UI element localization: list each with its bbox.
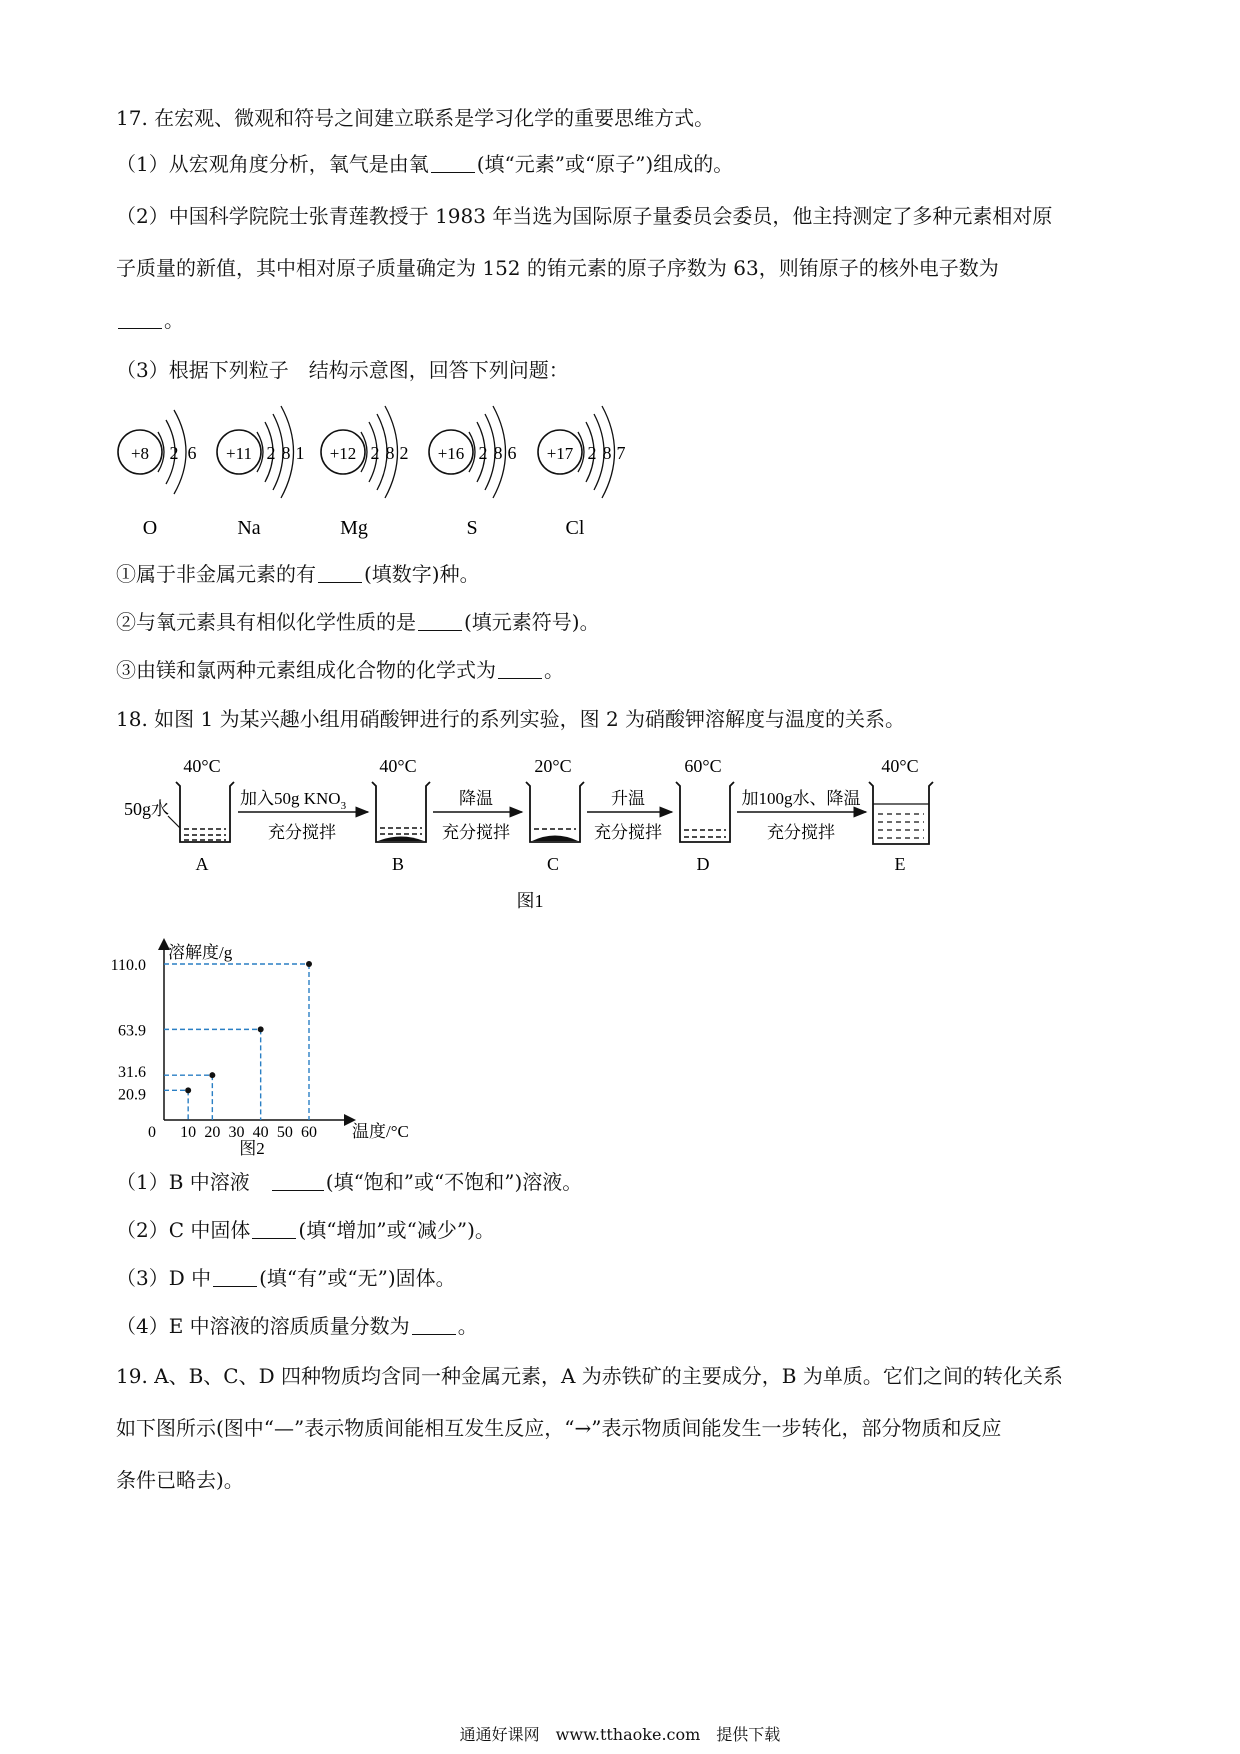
temp-c: 20°C xyxy=(534,756,572,776)
q18-part2-text: （2）C 中固体 xyxy=(116,1218,251,1242)
q17-sub3-text: ③由镁和氯两种元素组成化合物的化学式为 xyxy=(116,658,496,682)
shell-na-1: 2 xyxy=(266,443,276,463)
arrow-4 xyxy=(737,789,866,842)
beaker-d xyxy=(676,782,734,874)
arrow4-top: 加100g水、降温 xyxy=(741,789,861,808)
shell-na-2: 8 xyxy=(281,443,291,463)
q18-title: 18. 如图 1 为某兴趣小组用硝酸钾进行的系列实验，图 2 为硝酸钾溶解度与温度的关系。 xyxy=(116,707,906,731)
q17-sub1-hint: (填数字)种。 xyxy=(364,562,480,586)
figure1-caption: 图1 xyxy=(516,891,544,911)
beaker-label-a: A xyxy=(195,854,209,874)
answer-blank[interactable] xyxy=(252,1218,296,1239)
start-label: 50g水 xyxy=(124,799,169,819)
data-point xyxy=(306,961,312,967)
q17-sub3 xyxy=(116,656,564,684)
symbol-cl: Cl xyxy=(565,517,585,539)
x-tick-label: 20 xyxy=(204,1124,221,1141)
beaker-e xyxy=(869,782,933,874)
shell-o-2: 6 xyxy=(187,443,197,463)
data-point xyxy=(258,1026,264,1032)
q18-part3 xyxy=(116,1264,456,1292)
nucleus-s: +16 xyxy=(437,444,465,463)
q17-part2-line3 xyxy=(116,306,184,334)
shell-o-1: 2 xyxy=(169,443,179,463)
q18-part3-hint: (填“有”或“无”)固体。 xyxy=(259,1266,456,1290)
nucleus-mg: +12 xyxy=(329,444,357,463)
data-point xyxy=(209,1072,215,1078)
atom-na xyxy=(217,406,305,539)
x-tick-label: 0 xyxy=(148,1124,156,1141)
nucleus-o: +8 xyxy=(130,444,150,463)
x-axis-label: 温度/°C xyxy=(352,1122,409,1141)
q18-part3-text: （3）D 中 xyxy=(116,1266,212,1290)
shell-cl-3: 7 xyxy=(616,443,626,463)
symbol-na: Na xyxy=(237,517,261,539)
y-tick-label: 110.0 xyxy=(110,957,146,974)
answer-blank[interactable] xyxy=(318,562,362,583)
figure2-solubility-chart xyxy=(110,938,430,1158)
x-tick-label: 50 xyxy=(276,1124,293,1141)
q17-part2-line1: （2）中国科学院院士张青莲教授于 1983 年当选为国际原子量委员会委员，他主持测定了多种元素相对原 xyxy=(116,204,1053,228)
y-tick-label: 63.9 xyxy=(118,1022,146,1040)
data-point-guides xyxy=(164,961,312,1120)
data-point xyxy=(185,1087,191,1093)
beaker-label-b: B xyxy=(391,854,405,874)
q19-line2: 如下图所示(图中“—”表示物质间能相互发生反应，“→”表示物质间能发生一步转化，部分物质和反应 xyxy=(116,1416,1002,1440)
temp-a: 40°C xyxy=(183,756,221,776)
beaker-label-e: E xyxy=(894,854,906,874)
answer-blank[interactable] xyxy=(498,658,542,679)
arrow4-bottom: 充分搅拌 xyxy=(767,823,835,842)
q18-part1-hint: (填“饱和”或“不饱和”)溶液。 xyxy=(325,1170,583,1194)
answer-blank[interactable] xyxy=(431,152,475,173)
symbol-mg: Mg xyxy=(340,517,368,539)
q17-sub1-text: ①属于非金属元素的有 xyxy=(116,562,316,586)
shell-na-3: 1 xyxy=(295,443,305,463)
q17-sub1 xyxy=(116,560,480,588)
shell-mg-2: 8 xyxy=(385,443,395,463)
answer-blank[interactable] xyxy=(272,1170,324,1191)
arrow-3 xyxy=(587,789,672,842)
answer-blank[interactable] xyxy=(412,1314,456,1335)
answer-blank[interactable] xyxy=(118,308,162,329)
arrow3-top: 升温 xyxy=(611,789,645,808)
symbol-s: S xyxy=(466,517,478,539)
q19-line1: 19. A、B、C、D 四种物质均含同一种金属元素，A 为赤铁矿的主要成分，B 为单质。它们之间的转化关系 xyxy=(116,1364,1063,1388)
y-tick-label: 20.9 xyxy=(118,1086,146,1104)
symbol-o: O xyxy=(142,517,158,539)
x-tick-label: 10 xyxy=(180,1124,197,1141)
q19-line3: 条件已略去)。 xyxy=(116,1468,244,1492)
arrow-2 xyxy=(433,789,522,842)
arrow1-top: 加入50g $KNO_3$ xyxy=(240,789,347,812)
q18-part4-end: 。 xyxy=(457,1314,478,1338)
x-tick-label: 40 xyxy=(252,1124,269,1141)
q17-sub2-text: ②与氧元素具有相似化学性质的是 xyxy=(116,610,416,634)
x-tick-label: 60 xyxy=(301,1124,317,1141)
q17-part3: （3）根据下列粒子 结构示意图，回答下列问题： xyxy=(116,358,569,382)
q17-sub3-end: 。 xyxy=(544,658,564,682)
atom-mg xyxy=(321,406,409,539)
arrow2-top: 降温 xyxy=(459,789,493,808)
q18-part1-text: （1）B 中溶液 xyxy=(116,1170,270,1194)
beaker-b xyxy=(372,782,430,874)
q17-sub2-hint: (填元素符号)。 xyxy=(464,610,600,634)
footer-source: 通通好课网 www.tthaoke.com 提供下载 xyxy=(459,1725,781,1744)
shell-mg-3: 2 xyxy=(399,443,409,463)
q18-part2-hint: (填“增加”或“减少”)。 xyxy=(298,1218,495,1242)
figure2-caption: 图2 xyxy=(239,1139,265,1158)
q18-part4-text: （4）E 中溶液的溶质质量分数为 xyxy=(116,1314,410,1338)
q17-part1-text: （1）从宏观角度分析，氧气是由氧 xyxy=(116,152,429,176)
answer-blank[interactable] xyxy=(213,1266,257,1287)
answer-blank[interactable] xyxy=(418,610,462,631)
beaker-a xyxy=(176,782,234,874)
atom-structure-diagrams xyxy=(100,400,700,545)
q17-part1-hint: (填“元素”或“原子”)组成的。 xyxy=(476,152,734,176)
shell-s-2: 8 xyxy=(493,443,503,463)
shell-s-3: 6 xyxy=(507,443,517,463)
q17-part1 xyxy=(116,150,733,178)
nucleus-na: +11 xyxy=(226,444,252,463)
y-axis-label: 溶解度/g xyxy=(168,943,233,962)
beaker-label-d: D xyxy=(696,854,710,874)
figure1-experiment xyxy=(120,752,950,912)
arrow-1 xyxy=(238,789,368,842)
q18-part4 xyxy=(116,1312,478,1340)
y-tick-label: 31.6 xyxy=(118,1064,146,1082)
data-point-guides xyxy=(164,1072,215,1120)
q18-part1 xyxy=(116,1168,582,1196)
shell-cl-2: 8 xyxy=(602,443,612,463)
q17-sub2 xyxy=(116,608,600,636)
atom-s xyxy=(429,406,517,539)
atom-o xyxy=(118,410,197,539)
q18-part2 xyxy=(116,1216,495,1244)
x-tick-label: 30 xyxy=(228,1124,245,1141)
temp-d: 60°C xyxy=(684,756,722,776)
atom-cl xyxy=(538,406,626,539)
temp-e: 40°C xyxy=(881,756,919,776)
temp-b: 40°C xyxy=(379,756,417,776)
beaker-label-c: C xyxy=(546,854,560,874)
beaker-c xyxy=(526,782,584,874)
arrow3-bottom: 充分搅拌 xyxy=(594,823,662,842)
shell-cl-1: 2 xyxy=(587,443,597,463)
q17-part2-end: 。 xyxy=(164,308,184,332)
data-point-guides xyxy=(164,1087,191,1120)
arrow2-bottom: 充分搅拌 xyxy=(442,823,510,842)
shell-s-1: 2 xyxy=(478,443,488,463)
q17-part2-line2: 子质量的新值，其中相对原子质量确定为 152 的铕元素的原子序数为 63，则铕原子的核外电子数为 xyxy=(116,256,999,280)
arrow1-bottom: 充分搅拌 xyxy=(268,823,336,842)
q17-title: 17. 在宏观、微观和符号之间建立联系是学习化学的重要思维方式。 xyxy=(116,106,715,130)
nucleus-cl: +17 xyxy=(546,444,574,463)
shell-mg-1: 2 xyxy=(370,443,380,463)
